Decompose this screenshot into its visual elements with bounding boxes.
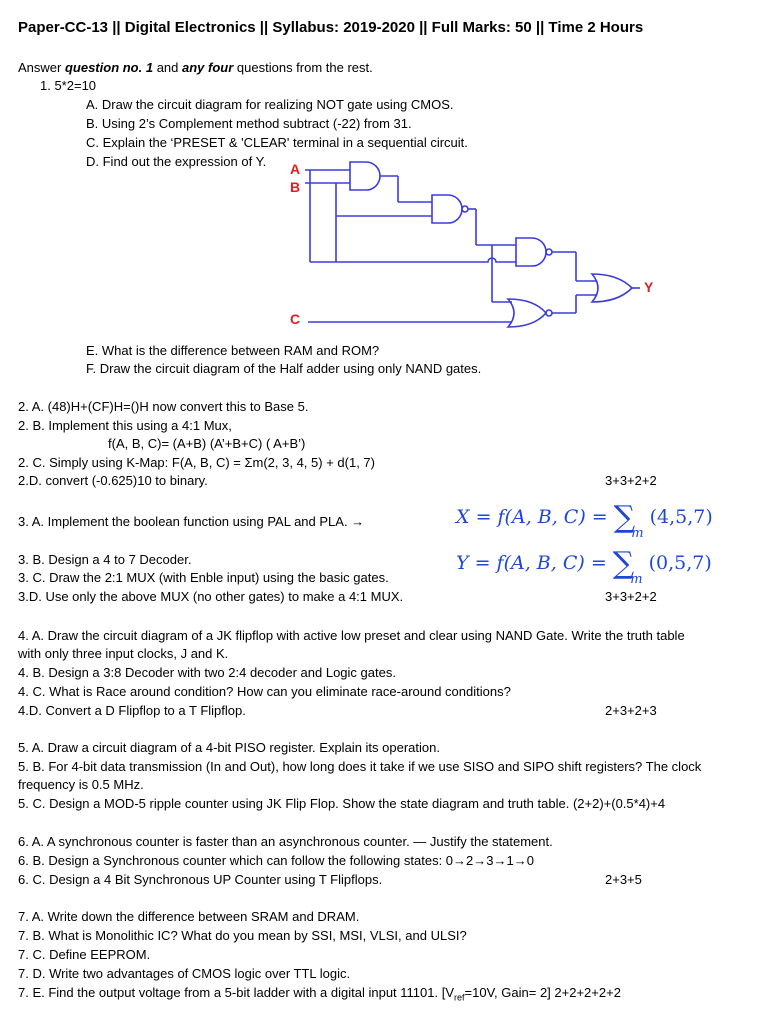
page-title: Paper-CC-13 || Digital Electronics || Syllabus: 2019-2020 || Full Marks: 50 || Time 2 Hours [18, 19, 644, 36]
q1-b: B. Using 2’s Complement method subtract (-22) from 31. [86, 116, 412, 131]
q6-c: 6. C. Design a 4 Bit Synchronous UP Counter using T Flipflops. [18, 872, 383, 887]
q5-c: 5. C. Design a MOD-5 ripple counter using JK Flip Flop. Show the state diagram and truth table. (2+2)+(0.5*4)+4 [18, 796, 666, 811]
q6-a: 6. A. A synchronous counter is faster than an asynchronous counter. — Justify the statement. [18, 834, 553, 849]
q7-d: 7. D. Write two advantages of CMOS logic over TTL logic. [18, 966, 351, 981]
q4-d: 4.D. Convert a D Flipflop to a T Flipflop. [18, 703, 246, 718]
q1-e: E. What is the difference between RAM and ROM? [86, 343, 380, 358]
q3-b: 3. B. Design a 4 to 7 Decoder. [18, 552, 192, 567]
or-gate-5 [592, 274, 632, 302]
output-label-y: Y [644, 279, 654, 295]
q7-b: 7. B. What is Monolithic IC? What do you mean by SSI, MSI, VLSI, and ULSI? [18, 928, 467, 943]
q1-a: A. Draw the circuit diagram for realizing NOT gate using CMOS. [86, 97, 454, 112]
q2-c: 2. C. Simply using K-Map: F(A, B, C) = Σm(2, 3, 4, 5) + d(1, 7) [18, 455, 375, 470]
and-gate-1 [350, 162, 380, 190]
nand-gate-3 [516, 238, 546, 266]
q4-marks: 2+3+2+3 [605, 703, 657, 718]
q1-d: D. Find out the expression of Y. [86, 154, 267, 169]
q3-c: 3. C. Draw the 2:1 MUX (with Enble input) using the basic gates. [18, 570, 389, 585]
q4-a-line2: with only three input clocks, J and K. [18, 646, 229, 661]
q7-c: 7. C. Define EEPROM. [18, 947, 151, 962]
equation-y: Y = f(A, B, $C) = \sum_m$ (0,5,7) [456, 546, 712, 587]
input-label-a: A [290, 161, 301, 177]
q1-marks: 1. 5*2=10 [40, 78, 97, 93]
q3-marks: 3+3+2+2 [605, 589, 657, 604]
q2-d: 2.D. convert (-0.625)10 to binary. [18, 473, 208, 488]
q6-b: 6. B. Design a Synchronous counter which can follow the following states: 0→2→3→1→0 [18, 853, 534, 868]
instructions: Answer question no. 1 and any four questions from the rest. [18, 60, 373, 75]
q1-c: C. Explain the ‘PRESET & 'CLEAR' terminal in a sequential circuit. [86, 135, 468, 150]
q6-marks: 2+3+5 [605, 872, 642, 887]
input-label-c: C [290, 311, 301, 327]
q4-c: 4. C. What is Race around condition? How can you eliminate race-around conditions? [18, 684, 511, 699]
q2-b: 2. B. Implement this using a 4:1 Mux, [18, 418, 232, 433]
q7-e: 7. E. Find the output voltage from a 5-bit ladder with a digital input 11101. [$V_{ref}=10V$, Gain= 2] 2+2+2+2+2 [18, 985, 621, 1003]
q7-a: 7. A. Write down the difference between SRAM and DRAM. [18, 909, 360, 924]
nand-gate-2 [432, 195, 462, 223]
q5-b-line2: frequency is 0.5 MHz. [18, 777, 144, 792]
logic-circuit-diagram [280, 150, 680, 340]
q5-a: 5. A. Draw a circuit diagram of a 4-bit PISO register. Explain its operation. [18, 740, 440, 755]
q4-b: 4. B. Design a 3:8 Decoder with two 2:4 decoder and Logic gates. [18, 665, 396, 680]
nor-gate-4 [508, 299, 546, 327]
q2-b-function: f(A, B, C)= (A+B) (A’+B+C) ( A+B’) [108, 436, 306, 451]
q3-a: 3. A. Implement the boolean function using PAL and PLA. → [18, 514, 365, 529]
q2-marks: 3+3+2+2 [605, 473, 657, 488]
q4-a-line1: 4. A. Draw the circuit diagram of a JK flipflop with active low preset and clear using NAND Gate. Write the truth table [18, 628, 685, 643]
input-label-b: B [290, 179, 301, 195]
q5-b-line1: 5. B. For 4-bit data transmission (In and Out), how long does it take if we use SISO and SIPO shift registers? The clock [18, 759, 702, 774]
q2-a: 2. A. (48)H+(CF)H=()H now convert this to Base 5. [18, 399, 309, 414]
equation-x: X = f(A, B, $C) = \sum_m$ (4,5,7) [456, 500, 713, 541]
q1-f: F. Draw the circuit diagram of the Half adder using only NAND gates. [86, 361, 482, 376]
q3-d: 3.D. Use only the above MUX (no other gates) to make a 4:1 MUX. [18, 589, 404, 604]
